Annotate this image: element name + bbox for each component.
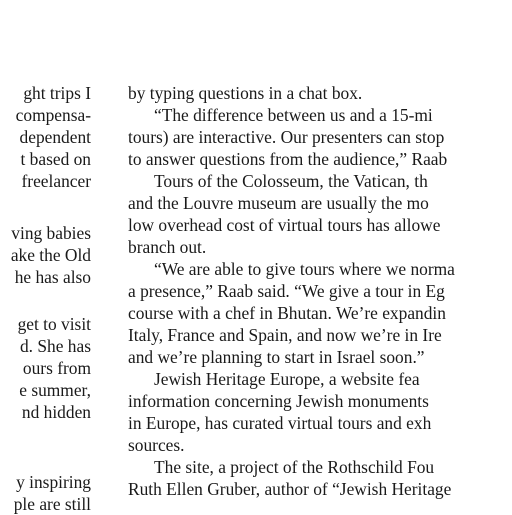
right-line: in Europe, has curated virtual tours and exh	[128, 413, 432, 433]
left-line: ake the Old	[10, 245, 91, 265]
right-line: to answer questions from the audience,” Raab	[128, 149, 448, 169]
left-line: t based on	[20, 149, 91, 169]
left-line: nd hidden	[21, 402, 91, 422]
left-line: ple are still	[13, 494, 91, 514]
right-line: low overhead cost of virtual tours has allowe	[128, 215, 441, 235]
left-line: freelancer	[21, 171, 91, 191]
left-line: get to visit	[17, 314, 91, 334]
left-line: e summer,	[19, 380, 91, 400]
right-line: by typing questions in a chat box.	[128, 83, 363, 103]
right-line: tours) are interactive. Our presenters can stop	[128, 127, 445, 147]
right-line: Tours of the Colosseum, the Vatican, th	[154, 171, 428, 191]
right-line: “The difference between us and a 15-mi	[154, 105, 433, 125]
right-line: “We are able to give tours where we norma	[154, 259, 455, 279]
right-line: sources.	[128, 435, 185, 455]
left-line: he has also	[14, 267, 91, 287]
right-line: and we’re planning to start in Israel soon.”	[128, 347, 425, 367]
left-line: d. She has	[19, 336, 91, 356]
right-line: a presence,” Raab said. “We give a tour in Eg	[128, 281, 445, 301]
right-line: Jewish Heritage Europe, a website fea	[154, 369, 420, 389]
left-line: compensa-	[15, 105, 91, 125]
left-line: ving babies	[11, 223, 91, 243]
left-line: y inspiring	[16, 472, 91, 492]
right-line: Italy, France and Spain, and now we’re in Ire	[128, 325, 442, 345]
right-line: The site, a project of the Rothschild Fou	[154, 457, 435, 477]
right-line: and the Louvre museum are usually the mo	[128, 193, 429, 213]
left-line: ght trips I	[23, 83, 91, 103]
right-line: information concerning Jewish monuments	[128, 391, 429, 411]
right-line: course with a chef in Bhutan. We’re expandin	[128, 303, 446, 323]
left-line: dependent	[19, 127, 91, 147]
left-line: ours from	[22, 358, 91, 378]
right-line: branch out.	[128, 237, 207, 257]
right-line: Ruth Ellen Gruber, author of “Jewish Heritage	[128, 479, 452, 499]
